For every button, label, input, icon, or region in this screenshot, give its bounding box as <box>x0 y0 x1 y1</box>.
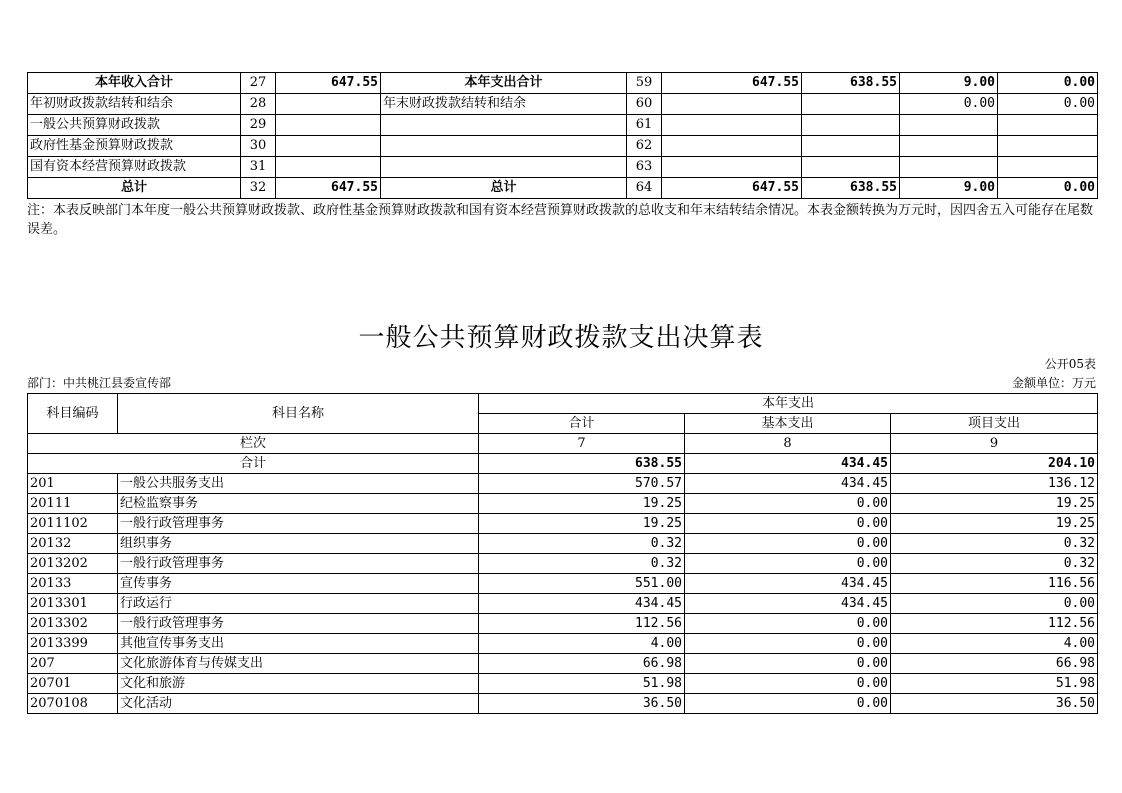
expense-label-cell <box>381 157 627 178</box>
subject-name-cell: 宣传事务 <box>118 574 479 594</box>
subject-name-cell: 一般公共服务支出 <box>118 474 479 494</box>
expense-other-cell <box>998 157 1098 178</box>
basic-cell: 0.00 <box>685 614 891 634</box>
total-cell: 551.00 <box>479 574 685 594</box>
basic-cell: 0.00 <box>685 654 891 674</box>
income-line-number-cell: 27 <box>241 73 276 94</box>
column-number-8: 8 <box>685 434 891 454</box>
project-cell: 0.32 <box>891 554 1098 574</box>
total-cell: 19.25 <box>479 494 685 514</box>
subject-name-cell: 一般行政管理事务 <box>118 614 479 634</box>
summary-table-body <box>28 73 1098 199</box>
project-cell: 112.56 <box>891 614 1098 634</box>
expense-basic-cell <box>802 136 900 157</box>
subject-code-cell: 207 <box>28 654 118 674</box>
report-code: 公开05表 <box>1044 357 1096 371</box>
income-amount-cell <box>276 94 381 115</box>
income-amount-cell <box>276 136 381 157</box>
project-cell: 0.32 <box>891 534 1098 554</box>
income-label-cell: 年初财政拨款结转和结余 <box>28 94 241 115</box>
subject-code-cell: 20701 <box>28 674 118 694</box>
subject-name-cell: 文化和旅游 <box>118 674 479 694</box>
expense-basic-cell <box>802 94 900 115</box>
total-basic: 434.45 <box>685 454 891 474</box>
expense-total-cell <box>662 136 802 157</box>
header-total: 合计 <box>479 414 685 434</box>
header-code: 科目编码 <box>28 394 118 434</box>
income-label-cell: 本年收入合计 <box>28 73 241 94</box>
subject-code-cell: 201 <box>28 474 118 494</box>
table-row <box>28 674 1098 694</box>
expense-line-number-cell: 59 <box>627 73 662 94</box>
income-label-cell: 政府性基金预算财政拨款 <box>28 136 241 157</box>
expense-label-cell: 年末财政拨款结转和结余 <box>381 94 627 115</box>
table-row <box>28 654 1098 674</box>
subject-code-cell: 2070108 <box>28 694 118 714</box>
total-cell: 0.32 <box>479 534 685 554</box>
expense-line-number-cell: 64 <box>627 178 662 199</box>
subject-code-cell: 2013399 <box>28 634 118 654</box>
expense-basic-cell: 638.55 <box>802 178 900 199</box>
summary-row <box>28 115 1098 136</box>
project-cell: 51.98 <box>891 674 1098 694</box>
basic-cell: 434.45 <box>685 574 891 594</box>
project-cell: 36.50 <box>891 694 1098 714</box>
expense-label-cell <box>381 115 627 136</box>
total-cell: 19.25 <box>479 514 685 534</box>
total-cell: 570.57 <box>479 474 685 494</box>
column-number-7: 7 <box>479 434 685 454</box>
subject-code-cell: 2011102 <box>28 514 118 534</box>
basic-cell: 0.00 <box>685 634 891 654</box>
basic-cell: 0.00 <box>685 674 891 694</box>
table-row <box>28 534 1098 554</box>
expense-total-cell <box>662 115 802 136</box>
project-cell: 116.56 <box>891 574 1098 594</box>
subject-name-cell: 行政运行 <box>118 594 479 614</box>
table-row <box>28 694 1098 714</box>
total-cell: 51.98 <box>479 674 685 694</box>
expense-other-cell: 0.00 <box>998 94 1098 115</box>
expense-other-cell: 0.00 <box>998 178 1098 199</box>
basic-cell: 0.00 <box>685 694 891 714</box>
expense-basic-cell: 638.55 <box>802 73 900 94</box>
summary-note: 注：本表反映部门本年度一般公共预算财政拨款、政府性基金预算财政拨款和国有资本经营预算财政拨款的总收支和年末结转结余情况。本表金额转换为万元时，因四舍五入可能存在尾数误差。 <box>27 203 1094 237</box>
report-title: 一般公共预算财政拨款支出决算表 <box>358 323 764 353</box>
summary-row <box>28 73 1098 94</box>
expense-project-cell: 0.00 <box>900 94 998 115</box>
table-row <box>28 574 1098 594</box>
expense-basic-cell <box>802 157 900 178</box>
expense-line-number-cell: 60 <box>627 94 662 115</box>
expense-total-cell <box>662 94 802 115</box>
header-name: 科目名称 <box>118 394 479 434</box>
subject-name-cell: 组织事务 <box>118 534 479 554</box>
column-number-row <box>28 434 1098 454</box>
expense-line-number-cell: 63 <box>627 157 662 178</box>
subject-code-cell: 2013202 <box>28 554 118 574</box>
subject-code-cell: 2013301 <box>28 594 118 614</box>
basic-cell: 0.00 <box>685 534 891 554</box>
total-label: 合计 <box>28 454 479 474</box>
income-line-number-cell: 32 <box>241 178 276 199</box>
income-label-cell: 国有资本经营预算财政拨款 <box>28 157 241 178</box>
subject-code-cell: 20133 <box>28 574 118 594</box>
summary-table <box>27 72 1098 199</box>
income-line-number-cell: 28 <box>241 94 276 115</box>
subject-name-cell: 文化活动 <box>118 694 479 714</box>
project-cell: 66.98 <box>891 654 1098 674</box>
total-cell: 112.56 <box>479 614 685 634</box>
expense-total-cell <box>662 157 802 178</box>
summary-row <box>28 136 1098 157</box>
summary-row <box>28 157 1098 178</box>
table-row <box>28 594 1098 614</box>
subject-name-cell: 其他宣传事务支出 <box>118 634 479 654</box>
expense-other-cell: 0.00 <box>998 73 1098 94</box>
total-amount: 638.55 <box>479 454 685 474</box>
table-row <box>28 474 1098 494</box>
expense-project-cell: 9.00 <box>900 73 998 94</box>
income-line-number-cell: 31 <box>241 157 276 178</box>
basic-cell: 0.00 <box>685 514 891 534</box>
expense-total-cell: 647.55 <box>662 178 802 199</box>
table-row <box>28 554 1098 574</box>
total-cell: 434.45 <box>479 594 685 614</box>
basic-cell: 434.45 <box>685 474 891 494</box>
project-cell: 136.12 <box>891 474 1098 494</box>
table-row <box>28 614 1098 634</box>
project-cell: 4.00 <box>891 634 1098 654</box>
total-cell: 36.50 <box>479 694 685 714</box>
project-cell: 19.25 <box>891 514 1098 534</box>
total-cell: 4.00 <box>479 634 685 654</box>
subject-code-cell: 20111 <box>28 494 118 514</box>
income-amount-cell: 647.55 <box>276 178 381 199</box>
expense-basic-cell <box>802 115 900 136</box>
income-label-cell: 一般公共预算财政拨款 <box>28 115 241 136</box>
column-number-9: 9 <box>891 434 1098 454</box>
basic-cell: 0.00 <box>685 494 891 514</box>
summary-row <box>28 94 1098 115</box>
expenditure-table <box>27 393 1098 714</box>
subject-name-cell: 一般行政管理事务 <box>118 514 479 534</box>
basic-cell: 0.00 <box>685 554 891 574</box>
subject-code-cell: 20132 <box>28 534 118 554</box>
income-amount-cell: 647.55 <box>276 73 381 94</box>
column-number-label: 栏次 <box>28 434 479 454</box>
department-label: 部门：中共桃江县委宣传部 <box>27 376 172 390</box>
summary-row <box>28 178 1098 199</box>
income-line-number-cell: 30 <box>241 136 276 157</box>
expense-project-cell: 9.00 <box>900 178 998 199</box>
basic-cell: 434.45 <box>685 594 891 614</box>
total-row <box>28 454 1098 474</box>
header-project: 项目支出 <box>891 414 1098 434</box>
header-year-expense: 本年支出 <box>479 394 1098 414</box>
total-cell: 66.98 <box>479 654 685 674</box>
expense-line-number-cell: 62 <box>627 136 662 157</box>
expense-project-cell <box>900 136 998 157</box>
subject-name-cell: 纪检监察事务 <box>118 494 479 514</box>
subject-name-cell: 文化旅游体育与传媒支出 <box>118 654 479 674</box>
income-label-cell: 总计 <box>28 178 241 199</box>
expense-other-cell <box>998 115 1098 136</box>
expense-label-cell: 总计 <box>381 178 627 199</box>
total-project: 204.10 <box>891 454 1098 474</box>
expense-line-number-cell: 61 <box>627 115 662 136</box>
expense-other-cell <box>998 136 1098 157</box>
income-amount-cell <box>276 157 381 178</box>
header-basic: 基本支出 <box>685 414 891 434</box>
project-cell: 0.00 <box>891 594 1098 614</box>
amount-unit-label: 金额单位：万元 <box>1011 376 1096 390</box>
subject-name-cell: 一般行政管理事务 <box>118 554 479 574</box>
total-cell: 0.32 <box>479 554 685 574</box>
table-row <box>28 494 1098 514</box>
subject-code-cell: 2013302 <box>28 614 118 634</box>
expense-total-cell: 647.55 <box>662 73 802 94</box>
table-row <box>28 514 1098 534</box>
expense-project-cell <box>900 157 998 178</box>
header-row-1 <box>28 394 1098 414</box>
expense-label-cell: 本年支出合计 <box>381 73 627 94</box>
expenditure-table-body <box>28 394 1098 714</box>
project-cell: 19.25 <box>891 494 1098 514</box>
income-line-number-cell: 29 <box>241 115 276 136</box>
expense-project-cell <box>900 115 998 136</box>
income-amount-cell <box>276 115 381 136</box>
expense-label-cell <box>381 136 627 157</box>
table-row <box>28 634 1098 654</box>
